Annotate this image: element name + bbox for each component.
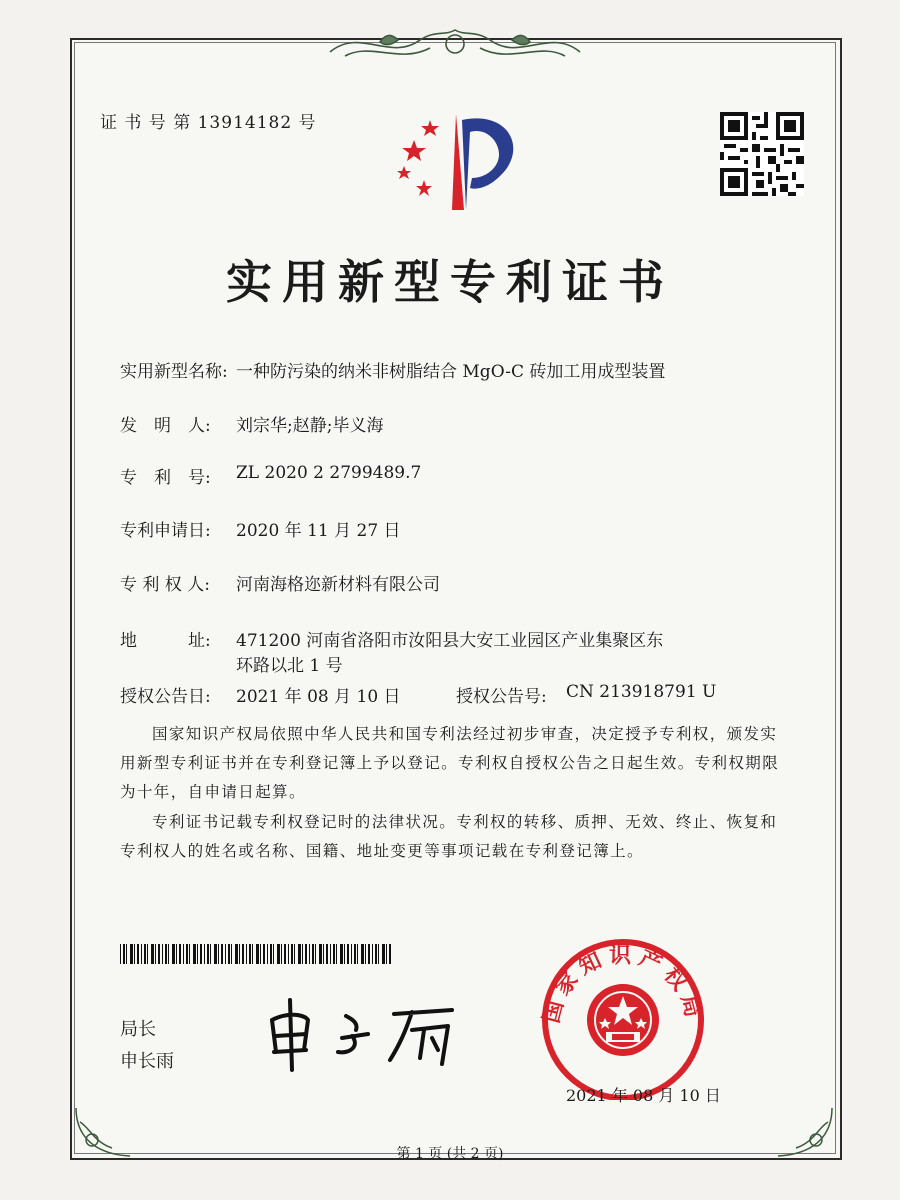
grant-number-value: CN 213918791 U — [566, 682, 717, 702]
invention-name-label: 实用新型名称: — [120, 362, 228, 382]
application-date-label: 专利申请日: — [120, 521, 211, 541]
official-seal-icon — [528, 930, 718, 1100]
page-footer: 第 1 页 (共 2 页) — [396, 1146, 504, 1162]
address-label: 地 址: — [120, 631, 211, 651]
top-ornament-icon — [320, 22, 590, 68]
legal-paragraph-1: 国家知识产权局依照中华人民共和国专利法经过初步审查，决定授予专利权，颁发实用新型专利证书并在专利登记簿上予以登记。专利权自授权公告之日起生效。专利权期限为十年，自申请日起算。 — [120, 725, 780, 801]
patentee-value: 河南海格迩新材料有限公司 — [236, 575, 440, 595]
inventor-label: 发 明 人: — [120, 416, 211, 436]
patent-number-label: 专 利 号: — [120, 468, 211, 488]
grant-date-value: 2021 年 08 月 10 日 — [236, 687, 401, 707]
certificate-title: 实用新型专利证书 — [226, 255, 674, 309]
legal-paragraph-2: 专利证书记载专利权登记时的法律状况。专利权的转移、质押、无效、终止、恢复和专利权人的姓名或名称、国籍、地址变更等事项记载在专利登记簿上。 — [120, 813, 778, 860]
application-date-value: 2020 年 11 月 27 日 — [236, 521, 401, 541]
signature-icon — [262, 990, 462, 1080]
invention-name-value: 一种防污染的纳米非树脂结合 MgO-C 砖加工用成型装置 — [236, 362, 666, 382]
address-line-2: 环路以北 1 号 — [236, 656, 343, 676]
certificate-number: 证 书 号 第 13914182 号 — [100, 113, 317, 133]
inventor-value: 刘宗华;赵静;毕义海 — [236, 416, 384, 436]
grant-number-label: 授权公告号: — [456, 687, 547, 707]
signatory-title: 局长 — [120, 1019, 156, 1040]
patentee-label: 专 利 权 人: — [120, 575, 210, 595]
patent-number-value: ZL 2020 2 2799489.7 — [236, 463, 422, 483]
signatory-name: 申长雨 — [120, 1051, 174, 1072]
patent-office-logo-icon — [390, 110, 530, 218]
address-line-1: 471200 河南省洛阳市汝阳县大安工业园区产业集聚区东 — [236, 631, 664, 651]
seal-text: 国家知识产权局 — [539, 943, 707, 1026]
seal-date: 2021 年 08 月 10 日 — [566, 1086, 721, 1105]
qr-code-icon — [720, 112, 804, 196]
grant-date-label: 授权公告日: — [120, 687, 211, 707]
barcode-icon — [120, 944, 392, 964]
